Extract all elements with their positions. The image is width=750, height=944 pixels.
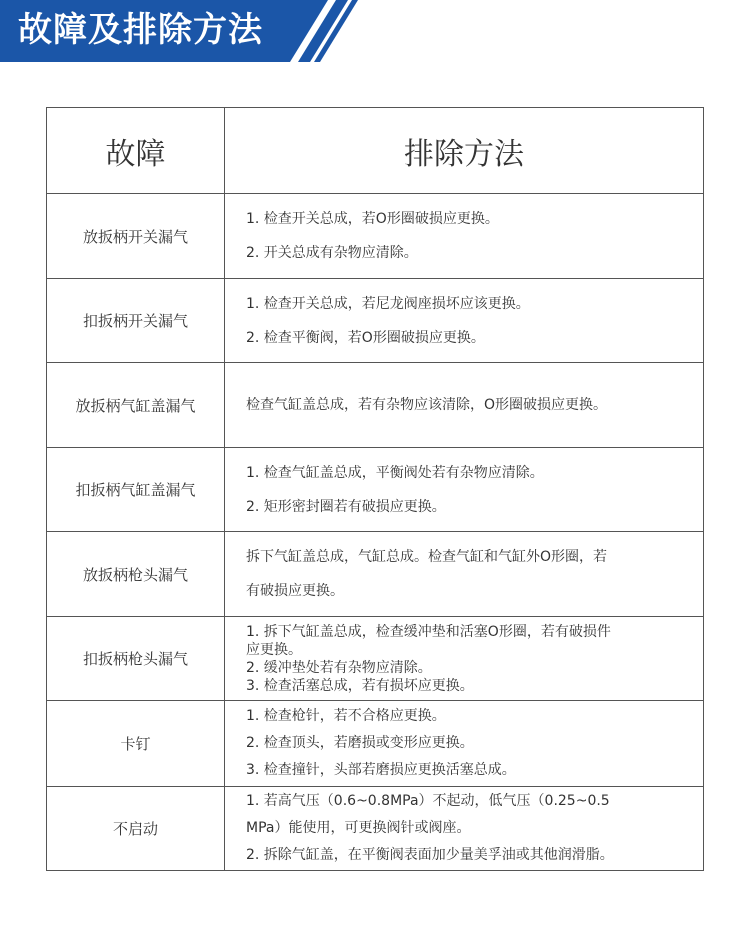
fault-cell: 扣扳柄开关漏气: [47, 279, 225, 363]
table-header-row: [47, 108, 704, 194]
table-row: [47, 787, 704, 871]
remedy-line: 1. 拆下气缸盖总成，检查缓冲垫和活塞O形圈，若有破损件: [246, 623, 611, 640]
remedy-line: 2. 矩形密封圈若有破损应更换。: [246, 498, 446, 515]
table-row: [47, 448, 704, 532]
remedy-line: 2. 缓冲垫处若有杂物应清除。: [246, 659, 432, 676]
page-title: 故障及排除方法: [18, 10, 263, 50]
remedy-line: 检查气缸盖总成，若有杂物应该清除，O形圈破损应更换。: [246, 397, 608, 413]
remedy-line: 1. 检查开关总成，若尼龙阀座损坏应该更换。: [246, 295, 530, 312]
remedy-line: 2. 拆除气缸盖，在平衡阀表面加少量美孚油或其他润滑脂。: [246, 847, 614, 863]
table-row: [47, 194, 704, 279]
remedy-line: 1. 检查开关总成，若O形圈破损应更换。: [246, 211, 499, 227]
fault-cell: 放扳柄气缸盖漏气: [47, 363, 225, 448]
table-row: [47, 617, 704, 701]
remedy-line: 拆下气缸盖总成，气缸总成。检查气缸和气缸外O形圈，若: [246, 549, 608, 565]
remedy-line: 1. 检查枪针，若不合格应更换。: [246, 708, 446, 724]
fault-cell: 放扳柄枪头漏气: [47, 532, 225, 617]
remedy-line: MPa）能使用，可更换阀针或阀座。: [246, 820, 471, 836]
header-remedy: 排除方法: [225, 108, 704, 194]
remedy-line: 3. 检查活塞总成，若有损坏应更换。: [246, 677, 474, 694]
fault-cell: 扣扳柄枪头漏气: [47, 617, 225, 701]
remedy-cell: [225, 448, 704, 532]
remedy-cell: [225, 617, 704, 701]
fault-cell: 放扳柄开关漏气: [47, 194, 225, 279]
table-row: [47, 532, 704, 617]
fault-cell: 卡钉: [47, 701, 225, 787]
remedy-line: 有破损应更换。: [246, 583, 344, 599]
fault-cell: 不启动: [47, 787, 225, 871]
remedy-line: 2. 检查平衡阀，若O形圈破损应更换。: [246, 329, 485, 346]
remedy-cell: [225, 194, 704, 279]
remedy-cell: [225, 279, 704, 363]
table-row: [47, 701, 704, 787]
table-row: [47, 279, 704, 363]
title-banner: [0, 0, 750, 62]
remedy-cell: [225, 701, 704, 787]
remedy-line: 2. 检查顶头，若磨损或变形应更换。: [246, 735, 474, 751]
remedy-line: 1. 检查气缸盖总成，平衡阀处若有杂物应清除。: [246, 464, 544, 481]
remedy-line: 3. 检查撞针，头部若磨损应更换活塞总成。: [246, 762, 516, 778]
header-fault: 故障: [47, 108, 225, 194]
remedy-cell: [225, 363, 704, 448]
remedy-cell: [225, 532, 704, 617]
remedy-line: 应更换。: [246, 641, 302, 658]
remedy-cell: [225, 787, 704, 871]
fault-cell: 扣扳柄气缸盖漏气: [47, 448, 225, 532]
remedy-line: 1. 若高气压（0.6~0.8MPa）不起动，低气压（0.25~0.5: [246, 793, 610, 809]
table-row: [47, 363, 704, 448]
remedy-line: 2. 开关总成有杂物应清除。: [246, 245, 418, 261]
fault-table: [46, 107, 704, 871]
